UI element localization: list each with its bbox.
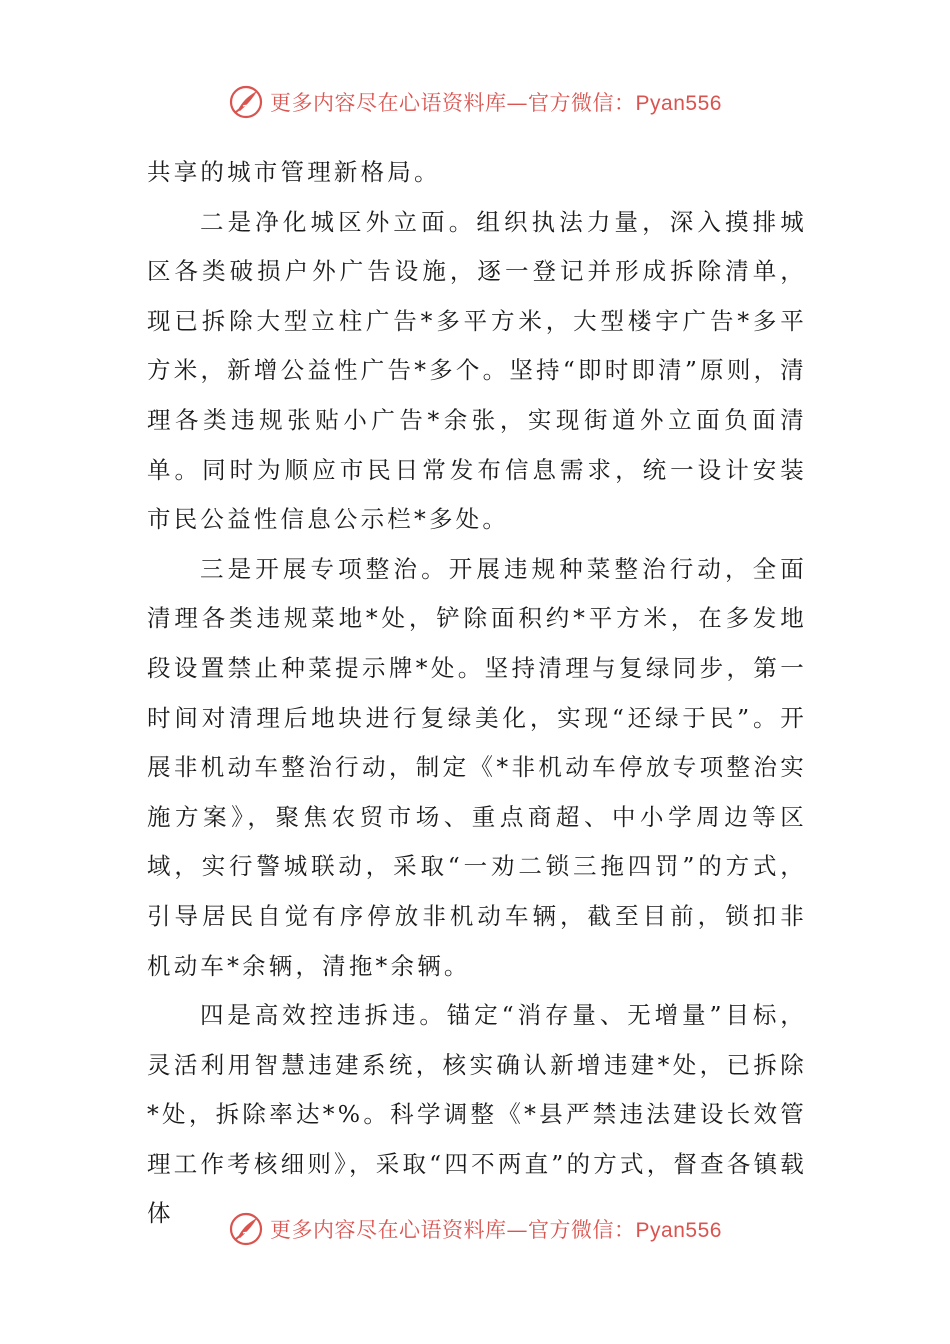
watermark-label: 更多内容尽在心语资料库—官方微信： [270,91,636,115]
quill-pen-seal-icon [228,84,264,120]
document-body [147,148,807,1239]
quill-pen-seal-icon [228,1211,264,1247]
paragraph-facade-cleanup: 二是净化城区外立面。组织执法力量，深入摸排城区各类破损户外广告设施，逐一登记并形成拆除清单，现已拆除大型立柱广告*多平方米，大型楼宇广告*多平方米，新增公益性广告*多个。坚持“即时即清”原则，清理各类违规张贴小广告*余张，实现街道外立面负面清单。同时为顺应市民日常发布信息需求，统一设计安装市民公益性信息公示栏*多处。 [147,207,807,534]
paragraph-illegal-construction: 四是高效控违拆违。锚定“消存量、无增量”目标，灵活利用智慧违建系统，核实确认新增违建*处，已拆除*处，拆除率达*%。科学调整《*县严禁违法建设长效管理工作考核细则》，采取“四不两直”的方式，督查各镇载体 [147,1001,807,1228]
watermark-text [270,1214,722,1244]
watermark-label: 更多内容尽在心语资料库—官方微信： [270,1218,636,1242]
watermark-wechat-id: Pyan556 [635,1219,722,1242]
watermark-wechat-id: Pyan556 [635,92,722,115]
paragraph-continuation: 共享的城市管理新格局。 [147,158,441,186]
footer-watermark [0,1209,950,1249]
header-watermark [0,82,950,122]
watermark-text [270,87,722,117]
paragraph-special-rectification: 三是开展专项整治。开展违规种菜整治行动，全面清理各类违规菜地*处，铲除面积约*平方米，在多发地段设置禁止种菜提示牌*处。坚持清理与复绿同步，第一时间对清理后地块进行复绿美化，实现“还绿于民”。开展非机动车整治行动，制定《*非机动车停放专项整治实施方案》，聚焦农贸市场、重点商超、中小学周边等区域，实行警城联动，采取“一劝二锁三拖四罚”的方式，引导居民自觉有序停放非机动车辆，截至目前，锁扣非机动车*余辆，清拖*余辆。 [147,554,807,980]
